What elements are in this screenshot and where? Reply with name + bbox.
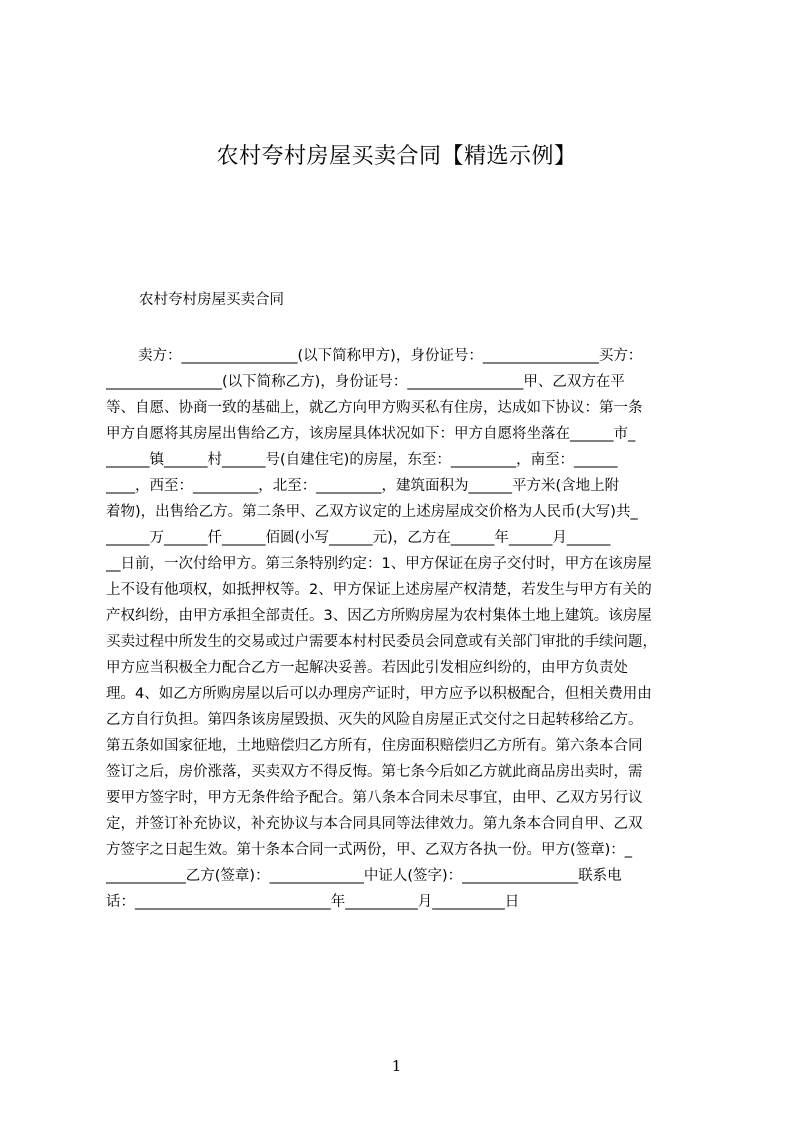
paragraph-line: __日前，一次付给甲方。第三条特别约定：1、甲方保证在房子交付时，甲方在该房屋 [106, 556, 652, 572]
paragraph-line: ________________(以下简称乙方)，身份证号：________________甲、乙双方在平 [106, 374, 625, 390]
paragraph-line: 乙方自行负担。第四条该房屋毁损、灭失的风险自房屋正式交付之日起转移给乙方。 [106, 712, 643, 728]
document-title: 农村夸村房屋买卖合同【精选示例】 [216, 144, 577, 169]
paragraph-line: 第五条如国家征地，土地赔偿归乙方所有，住房面积赔偿归乙方所有。第六条本合同 [106, 738, 643, 754]
paragraph-line: 理。4、如乙方所购房屋以后可以办理房产证时，甲方应予以积极配合，但相关费用由 [106, 686, 652, 702]
paragraph-line: ___________乙方(签章)：_____________中证人(签字)：________________联系电 [106, 868, 622, 884]
paragraph-line: 着物)，出售给乙方。第二条甲、乙双方议定的上述房屋成交价格为人民币(大写)共_ [106, 504, 638, 520]
paragraph-line: ______万______仟______佰圆(小写______元)，乙方在______年______月______ [106, 530, 611, 546]
document-subtitle: 农村夸村房屋买卖合同 [139, 292, 284, 308]
paragraph-line: ____，西至：_________，北至：_________，建筑面积为______平方米(含地上附 [106, 478, 620, 494]
paragraph-line: 签订之后，房价涨落，买卖双方不得反悔。第七条今后如乙方就此商品房出卖时，需 [106, 764, 643, 780]
paragraph-line: 上不设有他项权，如抵押权等。2、甲方保证上述房屋产权清楚，若发生与甲方有关的 [106, 582, 652, 598]
paragraph-line: 定，并签订补充协议，补充协议与本合同具同等法律效力。第九条本合同自甲、乙双 [106, 816, 643, 832]
paragraph-line: 等、自愿、协商一致的基础上，就乙方向甲方购买私有住房，达成如下协议：第一条 [106, 400, 643, 416]
paragraph-line: 卖方：________________(以下简称甲方)，身份证号：________________买方： [138, 348, 643, 364]
contract-body [106, 343, 698, 933]
paragraph-line: 要甲方签字时，甲方无条件给予配合。第八条本合同未尽事宜，由甲、乙双方另行议 [106, 790, 643, 806]
paragraph-line: 甲方应当积极全力配合乙方一起解决妥善。若因此引发相应纠纷的，由甲方负责处 [106, 660, 628, 676]
paragraph-line: 甲方自愿将其房屋出售给乙方，该房屋具体状况如下：甲方自愿将坐落在______市_ [106, 426, 636, 442]
paragraph-line: 产权纠纷，由甲方承担全部责任。3、因乙方所购房屋为农村集体土地上建筑。该房屋 [106, 608, 652, 624]
paragraph-line: 话：___________________________年__________月__________日 [106, 894, 520, 910]
paragraph-line: 方签字之日起生效。第十条本合同一式两份，甲、乙双方各执一份。甲方(签章)：_ [106, 842, 633, 858]
paragraph-line: 买卖过程中所发生的交易或过户需要本村村民委员会同意或有关部门审批的手续问题， [106, 634, 657, 650]
page-number: 1 [391, 1057, 402, 1075]
paragraph-line: ______镇______村______号(自建住宅)的房屋，东至：_________，南至：______ [106, 452, 618, 468]
